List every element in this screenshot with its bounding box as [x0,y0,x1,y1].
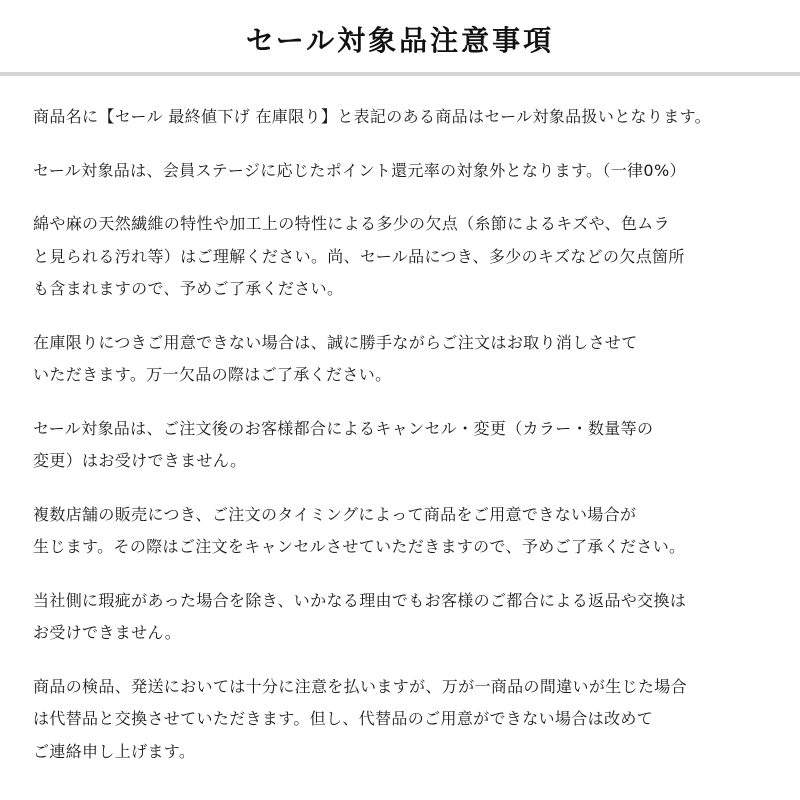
notice-line: 当社側に瑕疵があった場合を除き、いかなる理由でもお客様のご都合による返品や交換は [33,590,687,610]
notice-line: も含まれますので、予めご了承ください。 [33,279,344,298]
notice-line: セール対象品は、ご注文後のお客様都合によるキャンセル・変更（カラー・数量等の [33,418,654,438]
notice-multi-store [33,499,770,564]
page-header [0,0,800,76]
notice-line: 変更）はお受けできません。 [33,451,247,470]
notice-line: ご連絡申し上げます。 [33,741,196,761]
notice-line: 商品名に【セール 最終値下げ 在庫限り】と表記のある商品はセール対象品扱いとなります。 [33,107,712,126]
notice-stock-limited [33,327,770,392]
notice-points [33,155,770,188]
notice-line: 複数店舗の販売につき、ご注文のタイミングによって商品をご用意できない場合が [33,504,637,524]
notice-line: 綿や麻の天然繊維の特性や加工上の特性による多少の欠点（糸節によるキズや、色ムラ [33,214,671,233]
notice-natural-fiber-defects [33,208,770,306]
notice-line: 生じます。その際はご注文をキャンセルさせていただきますので、予めご了承ください。 [33,537,686,556]
notice-line: と見られる汚れ等）はご理解ください。尚、セール品につき、多少のキズなどの欠点箇所 [33,246,685,266]
notice-list [0,101,800,768]
notice-line: 商品の検品、発送においては十分に注意を払いますが、万が一商品の間違いが生じた場合 [33,676,688,696]
notice-inspection-exchange [33,671,770,769]
notice-no-cancellation [33,413,770,478]
notice-no-returns [33,585,770,650]
notice-line: お受けできません。 [33,623,182,642]
notice-line: いただきます。万一欠品の際はご了承ください。 [33,365,392,384]
notice-line: は代替品と交換させていただきます。但し、代替品のご用意ができない場合は改めて [33,709,654,728]
page-title: セール対象品注意事項 [245,24,555,57]
notice-line: セール対象品は、会員ステージに応じたポイント還元率の対象外となります。（一律0%） [33,160,686,180]
notice-line: 在庫限りにつきご用意できない場合は、誠に勝手ながらご注文はお取り消しさせて [33,332,638,352]
notice-sale-items [33,101,770,134]
